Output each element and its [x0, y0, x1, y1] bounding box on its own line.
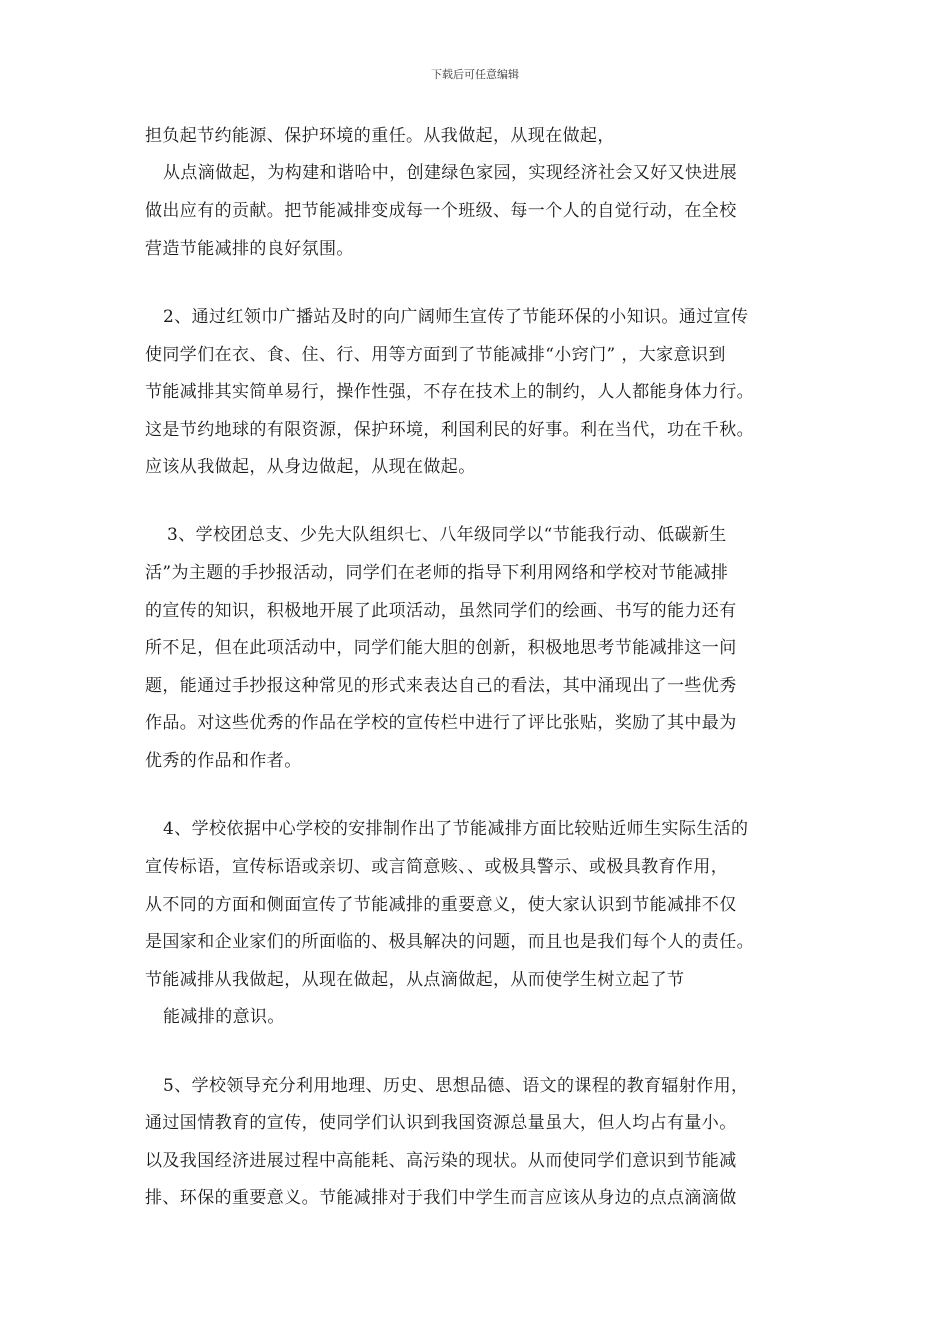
text-line: 从不同的方面和侧面宣传了节能减排的重要意义，使大家认识到节能减排不仅 [145, 895, 737, 915]
text-line: 应该从我做起，从身边做起，从现在做起。 [145, 457, 476, 477]
text-line: 活”为主题的手抄报活动，同学们在老师的指导下利用网络和学校对节能减排 [145, 563, 729, 583]
text-line: 所不足，但在此项活动中，同学们能大胆的创新，积极地思考节能减排这一问 [145, 638, 737, 658]
text-line: 做出应有的贡献。把节能减排变成每一个班级、每一个人的自觉行动，在全校 [145, 201, 737, 221]
text-line: 4、学校依据中心学校的安排制作出了节能减排方面比较贴近师生实际生活的 [163, 819, 749, 839]
text-line: 5、学校领导充分利用地理、历史、思想品德、语文的课程的教育辐射作用， [163, 1076, 749, 1096]
text-line: 3、学校团总支、少先大队组织七、八年级同学以“节能我行动、低碳新生 [167, 525, 727, 545]
text-line: 节能减排其实简单易行，操作性强，不存在技术上的制约，人人都能身体力行。 [145, 382, 754, 402]
page-header: 下载后可任意编辑 [431, 68, 519, 81]
text-line: 能减排的意识。 [163, 1007, 285, 1027]
text-line: 担负起节约能源、保护环境的重任。从我做起，从现在做起， [145, 126, 615, 146]
text-line: 题，能通过手抄报这种常见的形式来表达自己的看法，其中涌现出了一些优秀 [145, 676, 737, 696]
text-line: 通过国情教育的宣传，使同学们认识到我国资源总量虽大，但人均占有量小。 [145, 1113, 737, 1133]
text-line: 宣传标语，宣传标语或亲切、或言简意赅、、或极具警示、或极具教育作用， [145, 857, 729, 877]
text-line: 使同学们在衣、食、住、行、用等方面到了节能减排“小窍门” ，大家意识到 [145, 345, 726, 365]
text-line: 的宣传的知识，积极地开展了此项活动，虽然同学们的绘画、书写的能力还有 [145, 601, 737, 621]
text-line: 是国家和企业家们的所面临的、极具解决的问题，而且也是我们每个人的责任。 [145, 932, 754, 952]
text-line: 排、环保的重要意义。节能减排对于我们中学生而言应该从身边的点点滴滴做 [145, 1188, 737, 1208]
text-line: 营造节能减排的良好氛围。 [145, 239, 354, 259]
text-line: 作品。对这些优秀的作品在学校的宣传栏中进行了评比张贴，奖励了其中最为 [145, 713, 737, 733]
text-line: 优秀的作品和作者。 [145, 751, 302, 771]
text-line: 这是节约地球的有限资源，保护环境，利国利民的好事。利在当代，功在千秋。 [145, 420, 754, 440]
text-line: 从点滴做起，为构建和谐哈中，创建绿色家园，实现经济社会又好又快进展 [163, 163, 738, 183]
text-line: 以及我国经济进展过程中高能耗、高污染的现状。从而使同学们意识到节能减 [145, 1151, 737, 1171]
text-line: 2、通过红领巾广播站及时的向广阔师生宣传了节能环保的小知识。通过宣传 [163, 307, 749, 327]
text-line: 节能减排从我做起，从现在做起，从点滴做起，从而使学生树立起了节 [145, 970, 685, 990]
